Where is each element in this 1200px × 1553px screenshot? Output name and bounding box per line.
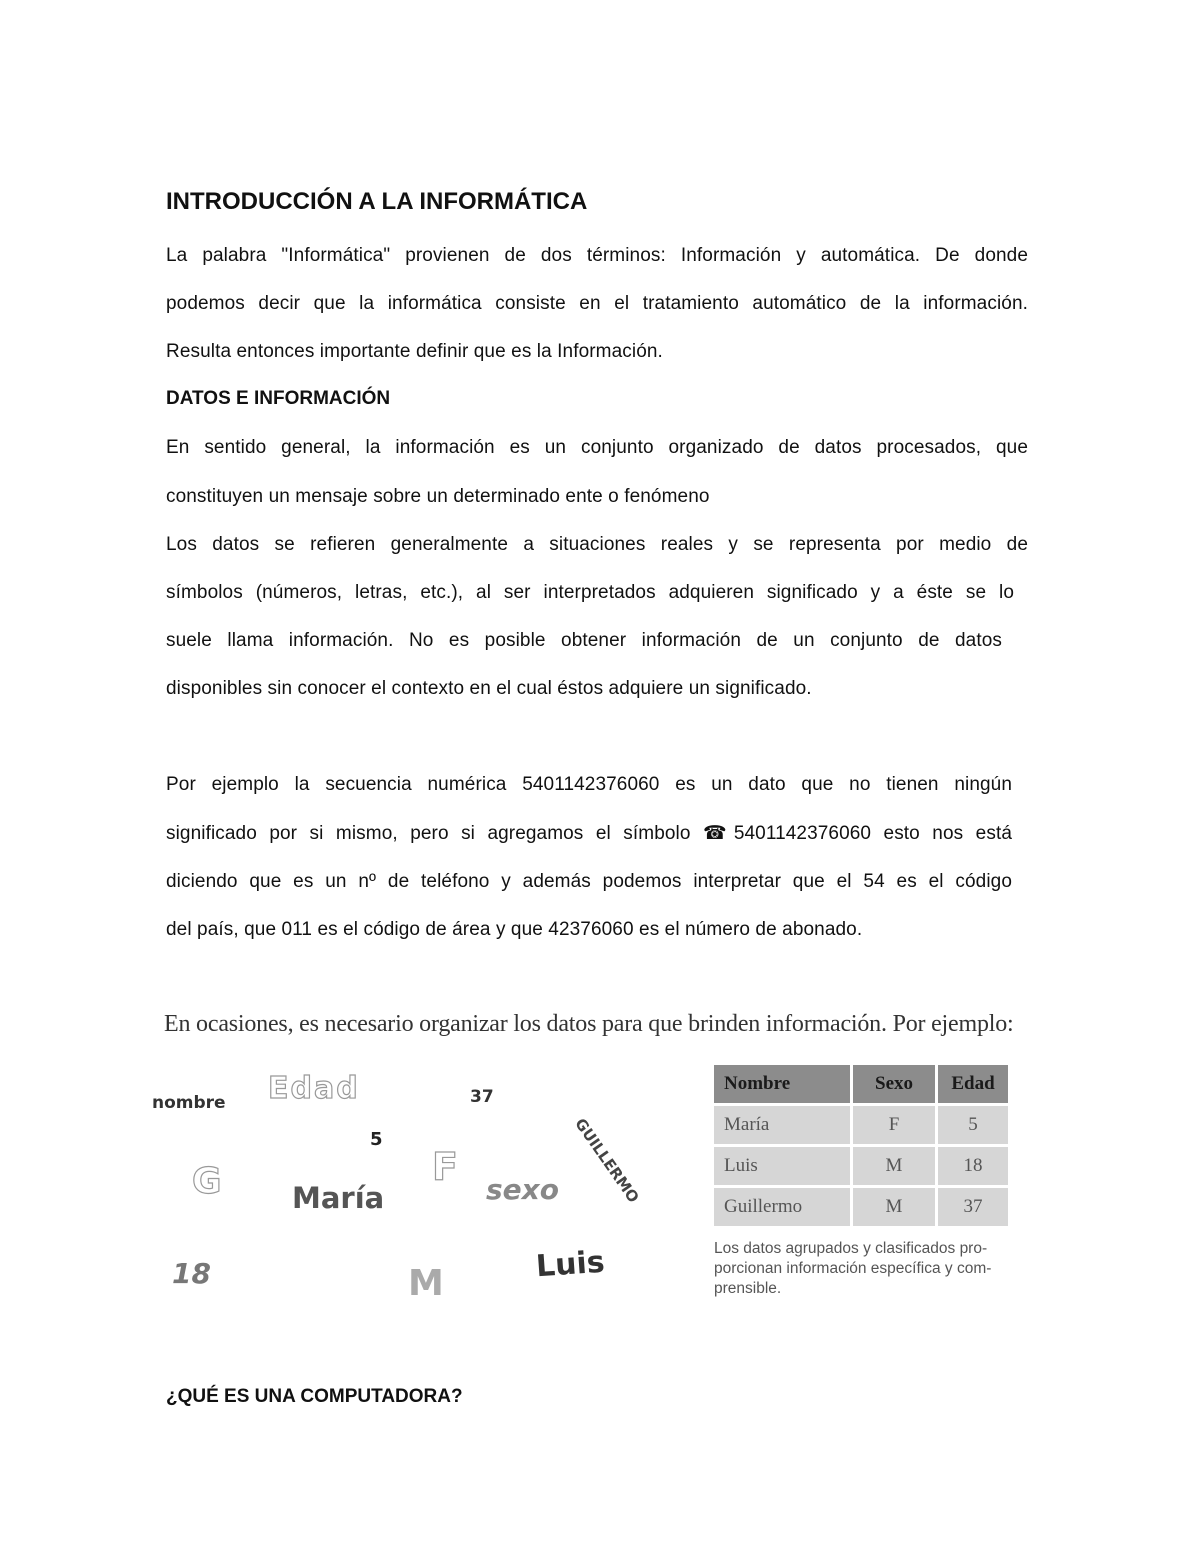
example-line-4: del país, que 011 es el código de área y que 42376060 es el número de abonado. (166, 919, 863, 940)
table-cell: M (852, 1187, 937, 1227)
table-caption (714, 1239, 1014, 1299)
table-row (714, 1187, 1008, 1227)
table-header-row (714, 1065, 1008, 1105)
section1-line-4: símbolos (números, letras, etc.), al ser interpretados adquieren significado y a éste se lo (166, 582, 1014, 603)
word-f: F (432, 1145, 458, 1189)
table-cell: Guillermo (714, 1187, 852, 1227)
word-sexo: sexo (486, 1173, 559, 1206)
table-header: Edad (937, 1065, 1009, 1105)
example-line-1: Por ejemplo la secuencia numérica 5401142376060 es un dato que no tienen ningún (166, 774, 1012, 795)
word-luis: Luis (534, 1244, 606, 1285)
section1-line-1: En sentido general, la información es un conjunto organizado de datos procesados, que (166, 437, 1028, 458)
example-line-3: diciendo que es un nº de teléfono y además podemos interpretar que el 54 es el código (166, 871, 1012, 892)
word-guillermo: GUILLERMO (571, 1115, 643, 1207)
figure-caption: En ocasiones, es necesario organizar los datos para que brinden información. Por ejemplo: (164, 1011, 1014, 1037)
intro-line-2: podemos decir que la informática consiste en el tratamiento automático de la información. (166, 293, 1028, 314)
table-header: Sexo (852, 1065, 937, 1105)
data-table (714, 1065, 1008, 1226)
section-heading-datos: DATOS E INFORMACIÓN (166, 388, 391, 409)
table-header: Nombre (714, 1065, 852, 1105)
word-5: 5 (370, 1129, 383, 1150)
section1-line-6: disponibles sin conocer el contexto en el cual éstos adquiere un significado. (166, 678, 812, 699)
word-nombre: nombre (152, 1093, 226, 1113)
page-title: INTRODUCCIÓN A LA INFORMÁTICA (166, 188, 588, 215)
section1-line-3: Los datos se refieren generalmente a situaciones reales y se representa por medio de (166, 534, 1028, 555)
table-cell: M (852, 1146, 937, 1187)
word-g: G (192, 1161, 222, 1202)
section1-line-2: constituyen un mensaje sobre un determinado ente o fenómeno (166, 486, 710, 507)
word-m: M (408, 1263, 444, 1304)
table-caption-line: porcionan información específica y com- (714, 1260, 992, 1277)
intro-line-1: La palabra "Informática" provienen de dos términos: Información y automática. De donde (166, 245, 1028, 266)
word-37: 37 (470, 1087, 494, 1107)
example-line-2: significado por si mismo, pero si agregamos el símbolo ☎5401142376060 esto nos está (166, 823, 1012, 844)
table-row (714, 1146, 1008, 1187)
word-maria: María (292, 1181, 385, 1215)
table-caption-line: prensible. (714, 1280, 782, 1297)
section-heading-computadora: ¿QUÉ ES UNA COMPUTADORA? (166, 1386, 463, 1407)
table-caption-line: Los datos agrupados y clasificados pro- (714, 1240, 988, 1257)
word-18: 18 (172, 1257, 211, 1290)
table-cell: María (714, 1105, 852, 1146)
intro-line-3: Resulta entonces importante definir que es la Información. (166, 341, 663, 362)
word-edad: Edad (268, 1071, 360, 1106)
table-cell: 18 (937, 1146, 1009, 1187)
table-cell: F (852, 1105, 937, 1146)
table-row (714, 1105, 1008, 1146)
table-cell: 5 (937, 1105, 1009, 1146)
data-organization-figure (150, 1005, 1030, 1325)
table-cell: 37 (937, 1187, 1009, 1227)
section1-line-5: suele llama información. No es posible obtener información de un conjunto de datos (166, 630, 1002, 651)
table-cell: Luis (714, 1146, 852, 1187)
